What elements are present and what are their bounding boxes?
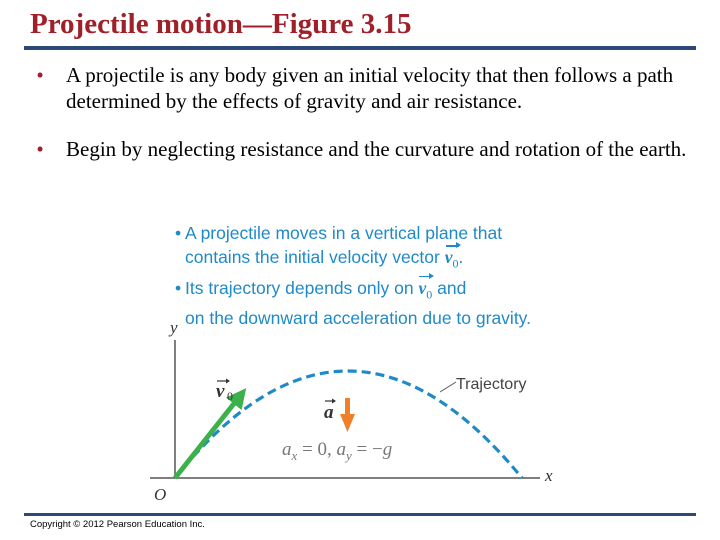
acceleration-label — [324, 399, 336, 424]
svg-text:a: a — [324, 402, 334, 423]
acceleration-arrow — [340, 398, 355, 432]
note-bullet: • — [175, 277, 182, 298]
note-text: contains the initial velocity vector — [185, 247, 445, 267]
x-axis-label: x — [545, 466, 553, 485]
note-text: . — [458, 247, 464, 267]
velocity-arrow — [175, 396, 240, 478]
bullet-text: A projectile is any body given an initial velocity that then follows a path determined by the effects of gravity and air resistance. — [66, 63, 674, 113]
bullet-text: Begin by neglecting resistance and the curvature and rotation of the earth. — [66, 137, 687, 161]
velocity-arrow-label — [216, 379, 233, 404]
copyright-text: Copyright © 2012 Pearson Education Inc. — [30, 519, 205, 530]
svg-text:0: 0 — [227, 389, 233, 403]
bullet-marker: • — [36, 63, 44, 87]
note-text: on the downward acceleration due to gravity. — [185, 308, 531, 328]
note-text: A projectile moves in a vertical plane that — [185, 223, 503, 243]
note-text: and — [432, 277, 467, 298]
origin-label: O — [154, 485, 167, 504]
footer-divider — [24, 513, 696, 516]
velocity-vector-symbol: $v_0$ — [444, 247, 459, 271]
velocity-vector-symbol: $v_0$ — [418, 277, 433, 301]
y-axis-label: y — [170, 318, 178, 337]
trajectory-label: Trajectory — [456, 376, 527, 393]
trajectory-leader-line — [440, 382, 456, 392]
acceleration-equation: $a_x = 0$, $a_y = -g$ — [282, 439, 393, 463]
bullet-marker: • — [36, 137, 44, 161]
slide-title: Projectile motion—Figure 3.15 — [30, 8, 412, 40]
note-bullet: • — [175, 223, 182, 243]
note-text: Its trajectory depends only on — [185, 277, 419, 298]
svg-text:v: v — [216, 381, 225, 402]
